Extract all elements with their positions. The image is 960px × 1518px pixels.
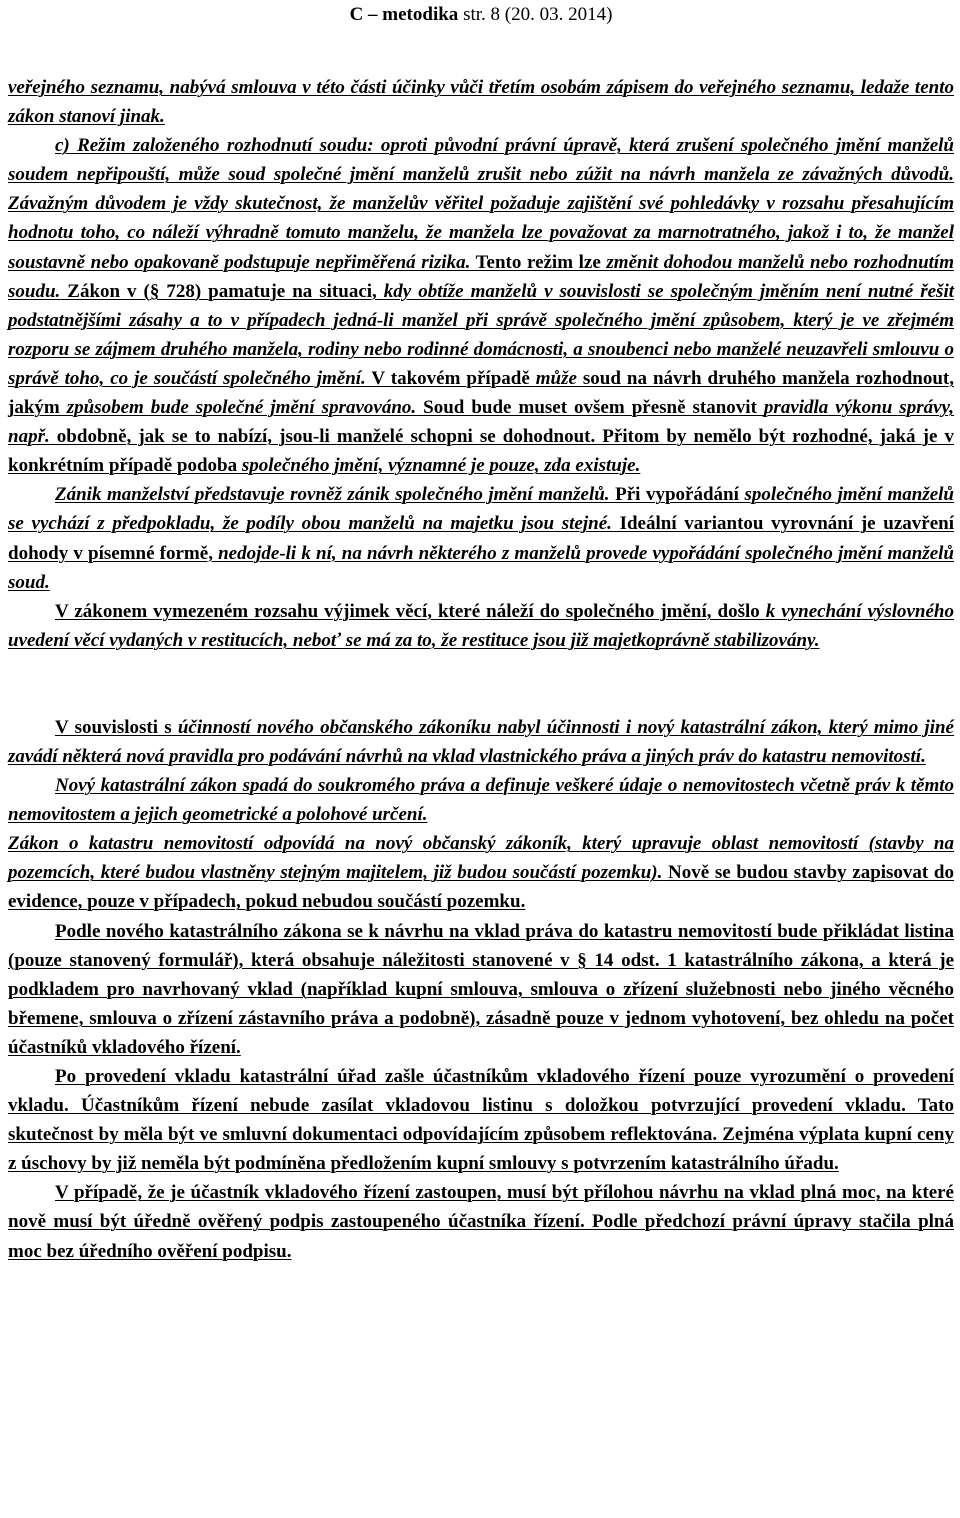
paragraph: [8, 829, 954, 916]
text-run: způsobem bude společné jmění spravováno.: [66, 397, 417, 419]
text-run: V souvislosti s: [55, 716, 178, 738]
text-run: pravidla výkonu správy, např.: [8, 397, 955, 448]
text-run: změnit dohodou manželů nebo rozhodnutím soudu.: [8, 251, 954, 302]
text-run: Podle nového katastrálního zákona se k návrhu na vklad práva do katastru nemovitostí bude přikládat listina (pouze stanovený formulář), která obsahuje náležitosti stanovené v § 14 odst. 1 katastrálního zákona, a která je podkladem pro navrhovaný vklad (například kupní smlouva, smlouva o zřízení služebnosti nebo jiného věcného břemene, smlouva o zřízení zástavního práva a podobně), zásadně pouze v jednom vyhotovení, bez ohledu na počet účastníků vkladového řízení.: [8, 920, 954, 1058]
text-run: účinností nového občanského zákoníku nabyl účinnosti i nový katastrální zákon, který mimo jiné zavádí některá nová pravidla pro podávání návrhů na vklad vlastnického práva a jiných práv do katastru nemovitostí.: [8, 716, 954, 767]
text-run: Tento režim lze: [470, 251, 607, 273]
paragraph: [8, 1178, 954, 1265]
text-run: V případě, že je účastník vkladového řízení zastoupen, musí být přílohou návrhu na vklad plná moc, na které nově musí být úředně ověřený podpis zastoupeného účastníka řízení. Podle předchozí právní úpravy stačila plná moc bez úředního ověření podpisu.: [8, 1182, 954, 1262]
paragraph: [8, 713, 954, 771]
text-run: V zákonem vymezeném rozsahu výjimek věcí, které náleží do společného jmění, došlo: [55, 600, 766, 622]
text-run: Při vypořádání: [609, 484, 745, 506]
header-title: C – metodika: [349, 4, 459, 25]
text-run: Zánik manželství představuje rovněž zánik společného jmění manželů.: [55, 484, 610, 506]
header-page-info: str. 8 (20. 03. 2014): [463, 4, 613, 25]
body-text: [8, 73, 954, 1266]
text-run: soud na návrh druhého manžela rozhodnout, jakým: [8, 367, 954, 419]
text-run: kdy obtíže manželů v souvislosti se společným jměním není nutné řešit podstatnějšími zásahy a to v případech jedná-li manžel při správě společného jmění způsobem, který je ve zřejmém rozporu se zájmem druhého manžela, rodiny nebo rodinné domácnosti, a snoubenci nebo manželé neuzavřeli smlouvu o správě toho, co je součástí společného jmění.: [8, 280, 954, 389]
paragraph: [8, 131, 954, 480]
text-run: může: [535, 367, 577, 389]
paragraph: [8, 771, 954, 829]
paragraph: [8, 480, 954, 596]
text-run: c) Režim založeného rozhodnutí soudu: oproti původní právní úpravě, která zrušení společného jmění manželů soudem nepřipouští, může soud společné jmění manželů zrušit nebo zúžit na návrh manžela ze závažných důvodů. Závažným důvodem je vždy skutečnost, že manželův věřitel požaduje zajištění své pohledávky v rozsahu přesahujícím hodnotu toho, co náleží výhradně tomuto manželu, že manžela lze považovat za marnotratného, jakož i to, že manžel soustavně nebo opakovaně podstupuje nepřiměřená rizika.: [8, 135, 954, 273]
text-run: veřejného seznamu, nabývá smlouva v této části účinky vůči třetím osobám zápisem do veřejného seznamu, ledaže tento zákon stanoví jinak.: [8, 77, 954, 128]
text-run: nedojde-li k ní, na návrh některého z manželů provede vypořádání společného jmění manželů soud.: [8, 542, 954, 593]
text-run: Nově se budou stavby zapisovat do evidence, pouze v případech, pokud nebudou součástí pozemku.: [8, 862, 954, 913]
text-run: V takovém případě: [365, 367, 536, 389]
text-run: obdobně, jak se to nabízí, jsou-li manželé schopni se dohodnout. Přitom by nemělo být rozhodné, jaká je v konkrétním případě podoba: [8, 426, 954, 477]
text-run: Ideální variantou vyrovnání je uzavření dohody v písemné formě,: [8, 513, 954, 564]
text-run: Zákon o katastru nemovitostí odpovídá na nový občanský zákoník, který upravuje oblast nemovitostí (stavby na pozemcích, které budou vlastněny stejným majitelem, již budou součástí pozemku).: [8, 833, 954, 884]
page-header: [8, 0, 954, 29]
text-run: společného jmění manželů se vychází z předpokladu, že podíly obou manželů na majetku jsou stejné.: [8, 484, 955, 535]
text-run: Soud bude muset ovšem přesně stanovit: [416, 397, 764, 419]
text-run: Po provedení vkladu katastrální úřad zašle účastníkům vkladového řízení pouze vyrozumění o provedení vkladu. Účastníkům řízení nebude zasílat vkladovou listinu s doložkou potvrzující provedení vkladu. Tato skutečnost by měla být ve smluvní dokumentaci odpovídajícím způsobem reflektována. Zejména výplata kupní ceny z úschovy by již neměla být podmíněna předložením kupní smlouvy s potvrzením katastrálního úřadu.: [8, 1066, 954, 1175]
text-run: Zákon v (§ 728) pamatuje na situaci,: [60, 280, 384, 302]
text-run: Nový katastrální zákon spadá do soukromého práva a definuje veškeré údaje o nemovitostech včetně práv k těmto nemovitostem a jejich geometrické a polohové určení.: [8, 775, 954, 826]
paragraph: [8, 73, 954, 131]
paragraph: [8, 917, 954, 1062]
text-run: k vynechání výslovného uvedení věcí vydaných v restitucích, neboť se má za to, že restituce jsou již majetkoprávně stabilizovány.: [8, 600, 954, 651]
paragraph: [8, 597, 954, 655]
text-run: společného jmění, významné je pouze, zda existuje.: [241, 455, 641, 477]
paragraph: [8, 1062, 954, 1178]
